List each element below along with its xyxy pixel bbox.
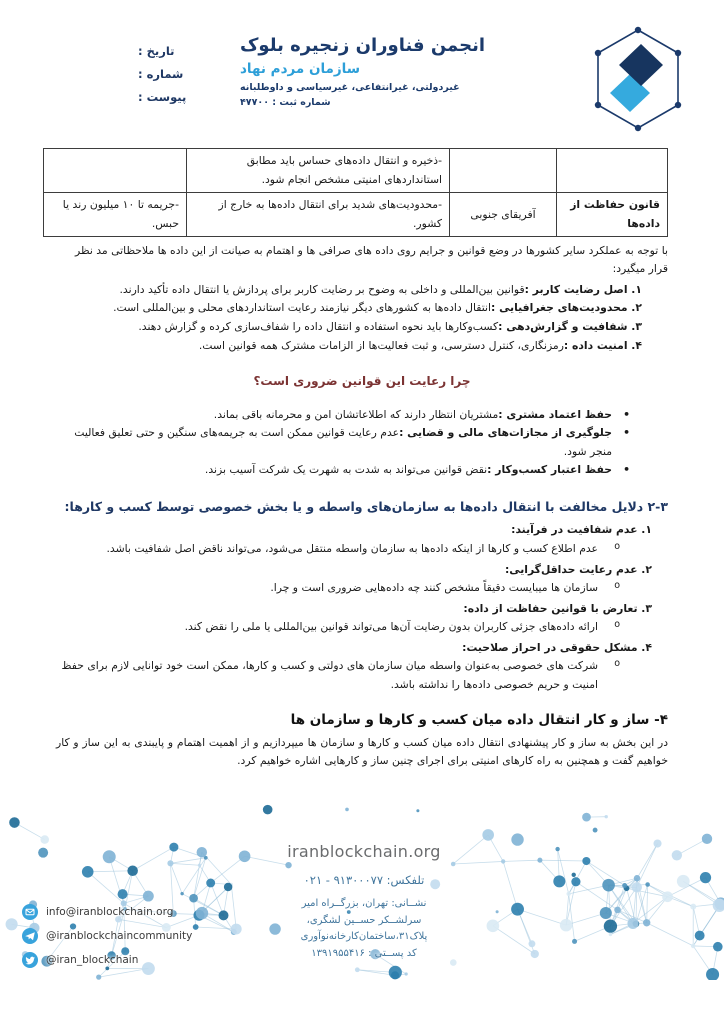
table-cell-description: -محدودیت‌های شدید برای انتقال داده‌ها به خارج از کشور. <box>187 192 450 236</box>
item-detail: o شرکت های خصوصی به‌عنوان واسطه میان سازمان های دولتی و کسب و کارها، ممکن است خود توانایی لازم برای حفظ امنیت و حریم خصوصی داده‌ها را نداشته باشد. <box>56 657 622 694</box>
email-icon <box>22 904 38 920</box>
list-item: ۳. شفافیت و گزارش‌دهی :کسب‌وکارها باید نحوه استفاده و انتقال داده را شفاف‌سازی کرده و گزارش دهند. <box>138 319 642 333</box>
document-body <box>56 148 668 771</box>
why-comply-list <box>56 406 630 480</box>
list-item: • حفظ اعتبار کسب‌وکار :نقض قوانین می‌تواند به شدت به شهرت یک شرکت آسیب بزند. <box>56 461 630 480</box>
why-comply-heading: چرا رعایت این قوانین ضروری است؟ <box>253 374 471 389</box>
item-title: ۲. عدم رعایت حداقل‌گرایی: <box>504 562 652 576</box>
considerations-list <box>56 281 642 355</box>
data-protection-law-table <box>43 148 668 237</box>
date-label: تاریخ : <box>138 44 175 58</box>
item-detail: o ارائه داده‌های جزئی کاربران بدون رضایت آن‌ها می‌تواند قوانین بین‌المللی یا ملی را نقض کند. <box>56 618 622 637</box>
telefax-line: تلفکس: ۹۱۳۰۰۰۷۷ - ۰۲۱ <box>303 873 425 887</box>
intro-paragraph: با توجه به عملکرد سایر کشورها در وضع قوانین و جرایم روی داده های صرافی ها و اهتمام به صیانت از این داده ها ملاحظاتی مد نظر قرار میگیرد: <box>75 243 668 276</box>
letter-meta-block <box>138 40 218 109</box>
item-title: ۱. عدم شفافیت در فرآیند: <box>511 523 652 537</box>
org-description: غیردولتی، غیرانتفاعی، غیرسیاسی و داوطلبانه <box>240 82 460 93</box>
section-4-paragraph: در این بخش به ساز و کار پیشنهادی انتقال داده میان کسب و کارها و سازمان ها میپردازیم و از اهمیت اهتمام و پایبندی به این ساز و کار خواهیم گفت و همچنین به راه کارهای امنیتی برای اجرای چنین ساز و کارهایی اشاره خواهیم کرد. <box>56 735 668 768</box>
org-registration-number: شماره ثبت : ۴۷۷۰۰ <box>240 97 331 108</box>
table-cell-description: -ذخیره و انتقال داده‌های حساس باید مطابق استانداردهای امنیتی مشخص انجام شود. <box>187 149 450 193</box>
list-item: ۴. امنیت داده :رمزنگاری، کنترل دسترسی، و ثبت فعالیت‌ها از الزامات مشترک همه قوانین است. <box>198 338 642 352</box>
section-3-2-heading: ۲-۳ دلایل مخالفت با انتقال داده‌ها به سازمان‌های واسطه و یا بخش خصوصی توسط کسب و کارها: <box>64 498 668 514</box>
list-item: ۱. اصل رضایت کاربر :قوانین بین‌المللی و داخلی به وضوح بر رضایت کاربر برای پردازش یا انتقال داده تأکید دارند. <box>119 282 642 296</box>
twitter-icon <box>22 952 38 968</box>
address-block: نشــانی: تهران، بزرگــراه امیر سرلشــکر حســین لشگری، پلاک۳۱،ساختمان‌کارخانه‌نوآوری کد پســتی : ۱۳۹۱۹۵۵۴۱۶ <box>300 898 428 959</box>
table-cell-country: آفریقای جنوبی <box>450 192 557 236</box>
list-item: ۲. محدودیت‌های جغرافیایی :انتقال داده‌ها به کشورهای دیگر نیازمند رعایت استانداردهای محلی و بین‌المللی است. <box>113 301 642 315</box>
section-3-2-items <box>56 521 668 694</box>
twitter-link[interactable]: @iran_blockchain <box>22 948 252 972</box>
table-row <box>44 149 668 193</box>
number-label: شماره : <box>138 67 184 81</box>
item-detail: o عدم اطلاع کسب و کارها از اینکه داده‌ها به سازمان واسطه منتقل می‌شود، می‌تواند ناقض اصل شفافیت باشد. <box>56 540 622 559</box>
table-cell-penalty: -جریمه تا ۱۰ میلیون رند یا حبس. <box>44 192 187 236</box>
table-row <box>44 192 668 236</box>
org-logo-icon <box>590 22 686 138</box>
telegram-icon <box>22 928 38 944</box>
attachment-label: پیوست : <box>138 90 187 104</box>
website-link[interactable]: iranblockchain.org <box>287 842 441 861</box>
table-cell-law: قانون حفاظت از داده‌ها <box>557 192 668 236</box>
social-links <box>22 900 252 972</box>
footer-contact-block <box>264 842 464 962</box>
list-item: • جلوگیری از مجازات‌های مالی و قضایی :عدم رعایت قوانین ممکن است به جریمه‌های سنگین و حتی تعلیق فعالیت منجر شود. <box>56 424 630 461</box>
org-identity <box>240 34 585 110</box>
org-title: انجمن فناوران زنجیره بلوک <box>240 35 486 56</box>
item-title: ۳. تعارض با قوانین حفاظت از داده: <box>463 601 652 615</box>
telegram-link[interactable]: @iranblockchaincommunity <box>22 924 252 948</box>
section-4-heading: ۴- ساز و کار انتقال داده میان کسب و کارها و سازمان ها <box>290 711 668 728</box>
item-title: ۴. مشکل حقوقی در احراز صلاحیت: <box>462 640 652 654</box>
email-link[interactable]: info@iranblockchain.org <box>22 900 252 924</box>
org-subtitle: سازمان مردم نهاد <box>240 61 361 77</box>
item-detail: o سازمان ها میبایست دقیقاً مشخص کنند چه داده‌هایی ضروری است و چرا. <box>56 579 622 598</box>
list-item: • حفظ اعتماد مشتری :مشتریان انتظار دارند که اطلاعاتشان امن و محرمانه باقی بماند. <box>56 406 630 425</box>
